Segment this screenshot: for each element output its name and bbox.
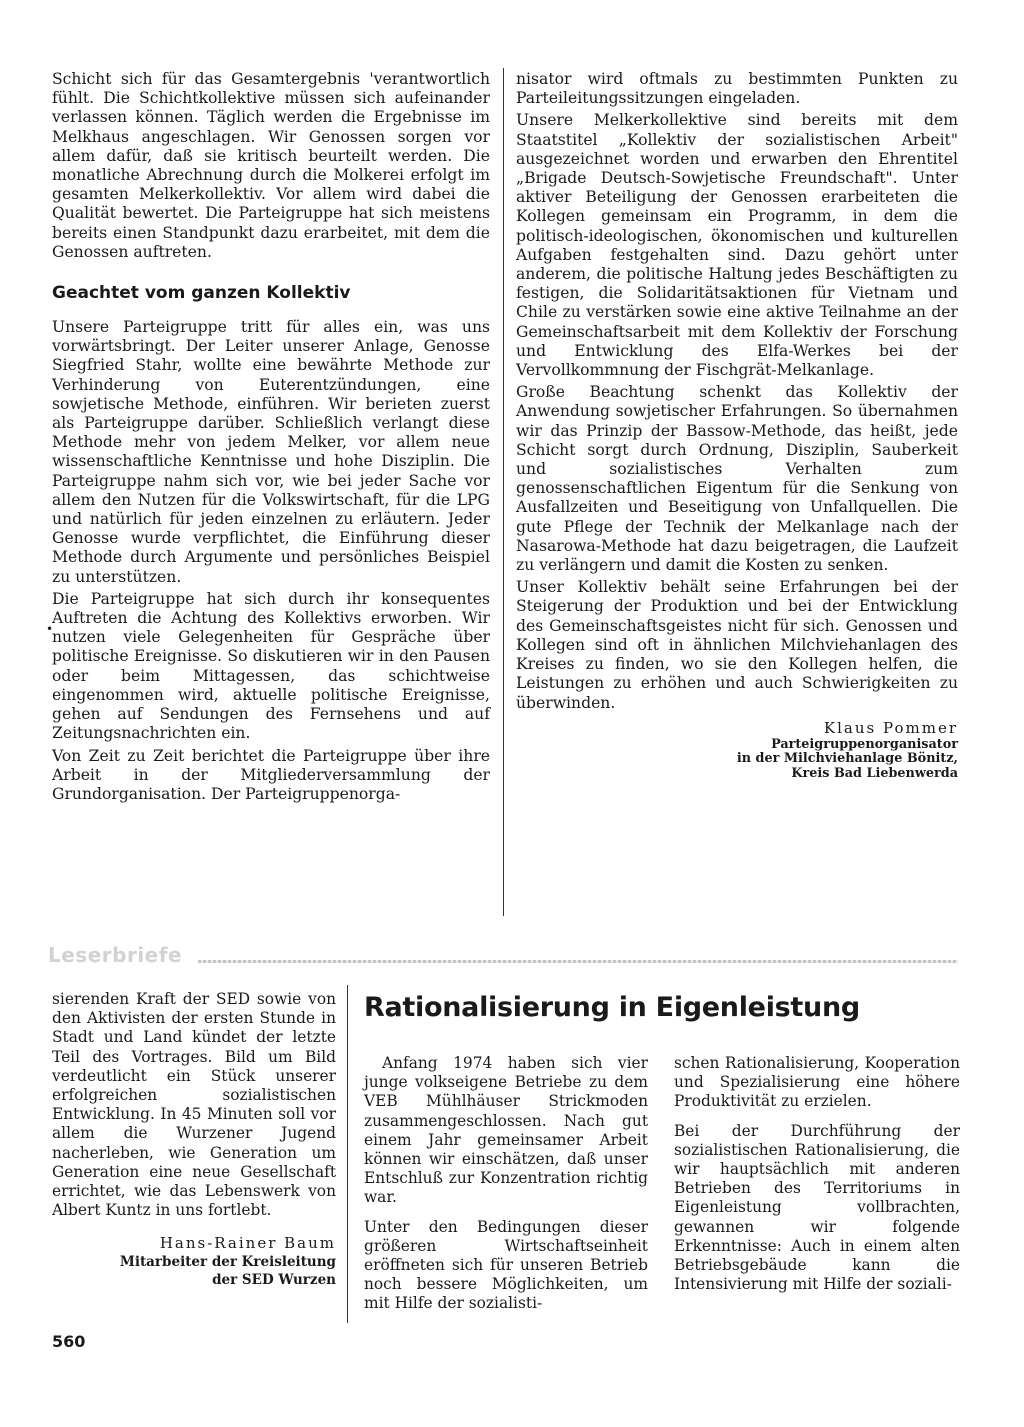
article-column-2: [674, 1054, 960, 1304]
section-label: Leserbriefe: [48, 943, 183, 967]
right-column: [516, 70, 958, 781]
author-role: in der Milchviehanlage Bönitz,: [736, 751, 958, 767]
signature-block: [516, 719, 958, 782]
paragraph: Unsere Melkerkollektive sind bereits mit dem Staatstitel „Kollektiv der sozialistischen Arbeit" ausgezeichnet worden und erwarben den Ehrentitel „Brigade Deutsch-Sowjetische Freundschaft". Unter aktiver Beteiligung der Genossen erarbeiteten die Kollegen gemeinsam ein Programm, in dem die politisch-ideologischen, ökonomischen und kulturellen Aufgaben festgehalten sind. Dazu gehört unter anderem, die politische Haltung jedes Beschäftigten zu festigen, die Solidaritätsaktionen für Vietnam und Chile zu verstärken sowie eine aktive Teilnahme an der Gemeinschaftsarbeit mit dem Kollektiv der Forschung und Entwicklung des Elfa-Werkes bei der Vervollkommnung der Fischgrät-Melkanlage.: [516, 111, 958, 380]
paragraph: sierenden Kraft der SED sowie von den Aktivisten der ersten Stunde in Stadt und Land kündet der letzte Teil des Vortrages. Bild um Bild verdeutlicht ein Stück unserer erfolgreichen sozialistischen Entwicklung. In 45 Minuten soll vor allem die Wurzener Jugend nacherleben, wie Generation um Generation eine neue Gesellschaft errichtet, wie das Lebenswerk von Albert Kuntz in uns fortlebt.: [52, 990, 336, 1220]
author-role: der SED Wurzen: [212, 1272, 336, 1289]
paragraph: Große Beachtung schenkt das Kollektiv der Anwendung sowjetischer Erfahrungen. So übernahmen wir das Prinzip der Bassow-Methode, das heißt, jede Schicht sorgt durch Ordnung, Disziplin, Sauberkeit und sozialistisches Verhalten zum genossenschaftlichen Eigentum für die Senkung von Ausfallzeiten und Beseitigung von Unfallquellen. Die gute Pflege der Technik der Melkanlage nach der Nasarowa-Methode hat dazu beigetragen, die Laufzeit zu verlängern und damit die Kosten zu senken.: [516, 383, 958, 575]
letter-column: [52, 990, 336, 1289]
author-name: Klaus Pommer: [823, 718, 958, 737]
author-role: Mitarbeiter der Kreisleitung: [119, 1254, 336, 1271]
paragraph: Von Zeit zu Zeit berichtet die Parteigruppe über ihre Arbeit in der Mitgliederversammlung der Grundorganisation. Der Parteigruppenorga-: [52, 746, 490, 803]
signature-block: [52, 1234, 336, 1289]
author-role: Parteigruppenorganisator: [771, 736, 958, 752]
paragraph: Unter den Bedingungen dieser größeren Wirtschaftseinheit eröffneten sich für unseren Betrieb noch bessere Möglichkeiten, um mit Hilfe der sozialisti-: [364, 1217, 648, 1313]
section-heading: Geachtet vom ganzen Kollektiv: [52, 283, 351, 304]
paragraph: Unsere Parteigruppe tritt für alles ein, was uns vorwärtsbringt. Der Leiter unserer Anlage, Genosse Siegfried Stahr, wollte eine bewährte Methode zur Verhinderung von Euterentzündungen, eine sowjetische Methode, einführen. Wir berieten zuerst als Parteigruppe darüber. Schließlich verlangt diese Methode mehr von jedem Melker, vor allem neue wissenschaftliche Kenntnisse und hohe Disziplin. Die Parteigruppe nahm sich vor, wie bei jeder Sache vor allem den Nutzen für die Volkswirtschaft, für die LPG und natürlich für jeden einzelnen zu erläutern. Jeder Genosse wurde verpflichtet, die Einführung dieser Methode durch Argumente und persönliches Beispiel zu unterstützen.: [52, 318, 490, 586]
paragraph: schen Rationalisierung, Kooperation und Spezialisierung eine höhere Produktivität zu erzielen.: [674, 1054, 960, 1111]
page-number: 560: [52, 1332, 86, 1351]
paragraph: Die Parteigruppe hat sich durch ihr konsequentes Auftreten die Achtung des Kollektivs erworben. Wir nutzen viele Gelegenheiten für Gespräche über politische Ereignisse. So diskutieren wir in den Pausen oder beim Mittagessen, das schichtweise eingenommen wird, aktuelle politische Ereignisse, gehen auf Sendungen des Fernsehens und auf Zeitungsnachrichten ein.: [52, 589, 490, 743]
column-divider: [503, 68, 504, 916]
margin-dot: •: [46, 622, 54, 636]
author-role: Kreis Bad Liebenwerda: [791, 765, 958, 781]
paragraph: nisator wird oftmals zu bestimmten Punkten zu Parteileitungssitzungen eingeladen.: [516, 70, 958, 108]
left-column: [52, 70, 490, 807]
article-title: Rationalisierung in Eigenleistung: [364, 992, 860, 1023]
author-name: Hans-Rainer Baum: [159, 1234, 336, 1253]
paragraph: Anfang 1974 haben sich vier junge volkseigene Betriebe zu dem VEB Mühlhäuser Strickmoden zusammengeschlossen. Nach gut einem Jahr gemeinsamer Arbeit können wir einschätzen, daß unser Entschluß zur Konzentration richtig war.: [364, 1054, 648, 1207]
column-divider: [347, 985, 348, 1323]
paragraph: Bei der Durchführung der sozialistischen Rationalisierung, die wir hauptsächlich mit anderen Betrieben des Territoriums in Eigenleistung vollbrachten, gewannen wir folgende Erkenntnisse: Auch in einem alten Betriebsgebäude kann die Intensivierung mit Hilfe der soziali-: [674, 1121, 960, 1294]
section-rule: [198, 960, 958, 963]
article-column-1: [364, 1054, 648, 1324]
paragraph: Schicht sich für das Gesamtergebnis 'verantwortlich fühlt. Die Schichtkollektive müssen sich aufeinander verlassen können. Täglich werden die Ergebnisse im Melkhaus angeschlagen. Wir Genossen sorgen vor allem dafür, daß sie kritisch beurteilt werden. Die monatliche Abrechnung durch die Molkerei erfolgt im gesamten Melkerkollektiv. Vor allem wird dabei die Qualität bewertet. Die Parteigruppe hat sich meistens bereits einen Standpunkt dazu erarbeitet, mit dem die Genossen auftreten.: [52, 70, 490, 261]
paragraph: Unser Kollektiv behält seine Erfahrungen bei der Steigerung der Produktion und bei der Entwicklung des Gemeinschaftsgeistes nicht für sich. Genossen und Kollegen sind oft in ähnlichen Milchviehanlagen des Kreises zu finden, wo sie den Kollegen helfen, die Leistungen zu erhöhen und auch Schwierigkeiten zu überwinden.: [516, 578, 958, 712]
